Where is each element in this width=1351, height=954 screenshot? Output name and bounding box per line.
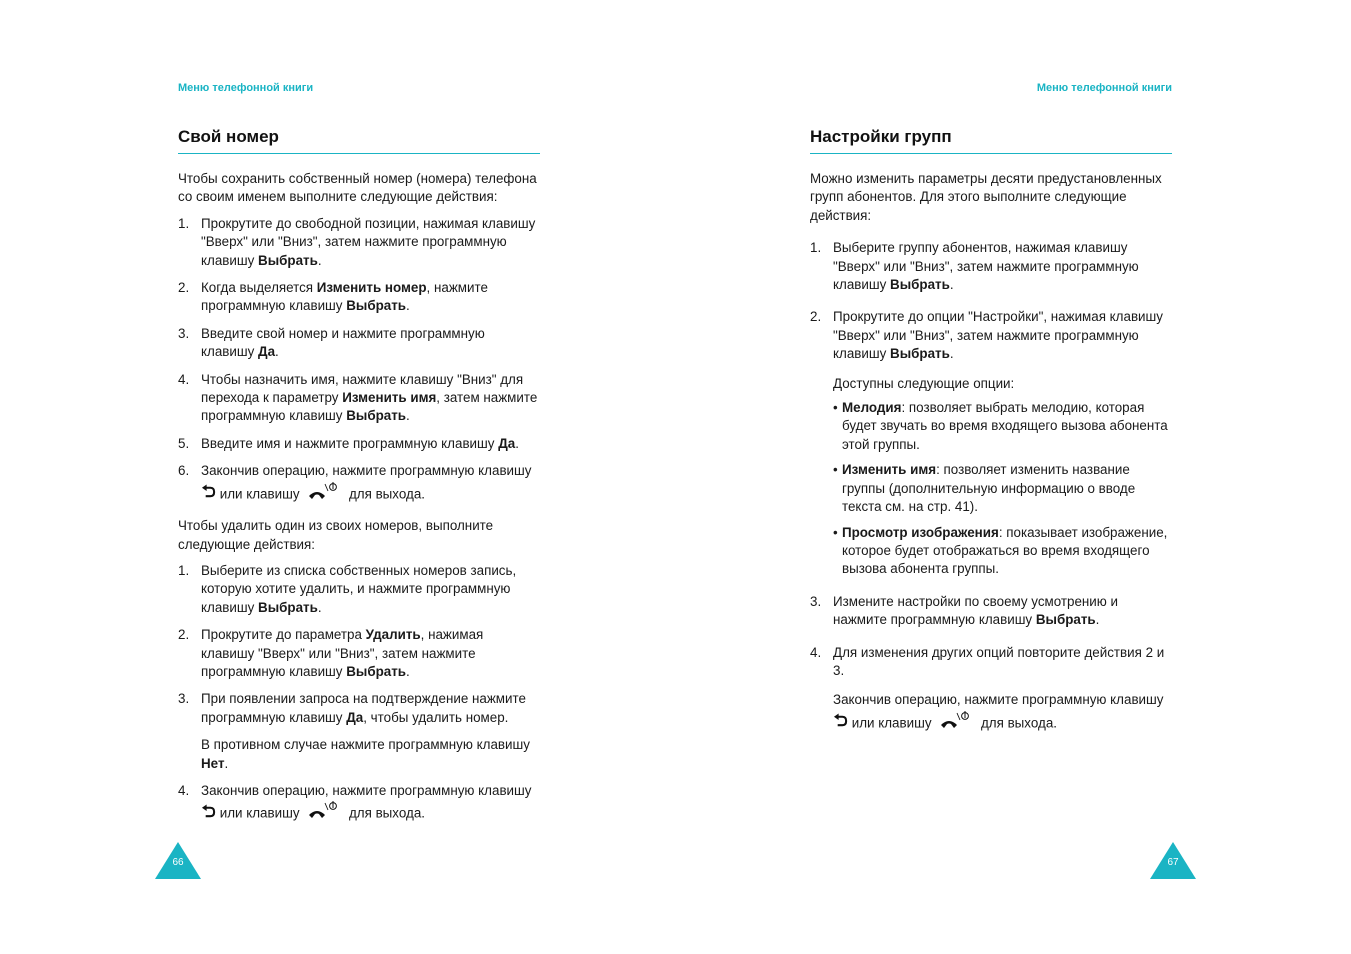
- list-item: [810, 593, 1172, 630]
- step-text: для выхода.: [977, 715, 1057, 730]
- step-text: , нажимая клавишу "Вверх" или "Вниз", затем нажмите программную клавишу: [201, 627, 484, 679]
- end-call-power-icon: [939, 710, 973, 737]
- running-header: Меню телефонной книги: [1036, 82, 1172, 94]
- step-number: 1.: [178, 562, 190, 578]
- option-item: [833, 461, 1172, 516]
- sub-paragraph: [833, 691, 1172, 737]
- step-text: .: [406, 408, 410, 424]
- option-name: Изменить имя: [842, 462, 937, 478]
- list-item: [178, 279, 540, 316]
- step-number: 3.: [178, 325, 190, 341]
- end-call-power-icon: [307, 800, 341, 827]
- bullet-marker: •: [833, 524, 838, 540]
- option-description: : позволяет изменить название группы (дополнительную информацию о вводе текста см. на стр. 41).: [842, 462, 1136, 515]
- bullet-marker: •: [833, 400, 838, 416]
- section-title: Свой номер: [178, 126, 540, 154]
- softkey-label: Выбрать: [346, 663, 407, 679]
- step-number: 1.: [810, 240, 822, 256]
- bullet-marker: •: [833, 462, 838, 478]
- step-text: Прокрутите до свободной позиции, нажимая клавишу "Вверх" или "Вниз", затем нажмите программную клавишу: [201, 215, 536, 268]
- softkey-label: Выбрать: [890, 277, 950, 293]
- step-text: или клавишу: [216, 805, 304, 821]
- softkey-label: Выбрать: [346, 298, 407, 314]
- list-item: [178, 626, 540, 681]
- page-number-tab: [155, 842, 201, 879]
- list-item: [178, 690, 540, 773]
- steps-list: [178, 215, 540, 508]
- section-body: [810, 170, 1172, 746]
- softkey-label: Выбрать: [258, 252, 318, 268]
- list-item: [178, 371, 540, 426]
- step-number: 6.: [178, 463, 190, 479]
- end-call-power-icon: [307, 481, 341, 508]
- step-text: Прокрутите до параметра: [201, 627, 366, 643]
- menu-option-label: Изменить номер: [316, 280, 427, 296]
- back-arrow-icon: [833, 713, 848, 733]
- menu-option-label: Удалить: [365, 627, 421, 643]
- step-number: 4.: [810, 644, 822, 660]
- step-number: 2.: [178, 280, 190, 296]
- left-page: [178, 0, 540, 954]
- step-number: 2.: [810, 309, 822, 325]
- section-title: Настройки групп: [810, 126, 1172, 154]
- step-text: .: [317, 252, 322, 268]
- step-number: 2.: [178, 627, 190, 643]
- list-item: [178, 325, 540, 362]
- right-page: [810, 0, 1172, 954]
- list-item: [810, 644, 1172, 738]
- step-text: или клавишу: [848, 715, 936, 730]
- softkey-label: Да: [258, 344, 276, 360]
- step-number: 4.: [178, 371, 190, 387]
- page-number: 67: [1167, 857, 1179, 868]
- intro-paragraph: Можно изменить параметры десяти предустановленных групп абонентов. Для этого выполните следующие действия:: [810, 171, 1162, 223]
- softkey-label: Выбрать: [1035, 612, 1096, 628]
- list-item: [178, 462, 540, 508]
- menu-option-label: Изменить имя: [342, 390, 437, 406]
- softkey-label: Да: [346, 709, 364, 725]
- option-name: Просмотр изображения: [842, 524, 999, 540]
- step-text: для выхода.: [345, 485, 425, 501]
- step-text: Введите свой номер и нажмите программную клавишу: [201, 325, 485, 360]
- step-text: .: [406, 298, 410, 314]
- step-number: 3.: [178, 691, 190, 707]
- step-text: Выберите группу абонентов, нажимая клавишу "Вверх" или "Вниз", затем нажмите программную клавишу: [833, 240, 1139, 293]
- list-item: [810, 308, 1172, 578]
- step-number: 4.: [178, 782, 190, 798]
- back-arrow-icon: [201, 484, 216, 504]
- list-item: [810, 239, 1172, 294]
- option-description: : показывает изображение, которое будет отображаться во время входящего вызова абонента группы.: [842, 524, 1168, 577]
- step-text: Чтобы назначить имя, нажмите клавишу "Вниз" для перехода к параметру: [201, 371, 524, 406]
- sub-paragraph: [201, 736, 540, 773]
- step-text: для выхода.: [345, 805, 425, 821]
- step-text: Выберите из списка собственных номеров запись, которую хотите удалить, и нажмите программную клавишу: [201, 562, 517, 615]
- option-item: [833, 524, 1172, 579]
- step-text: .: [515, 435, 519, 451]
- steps-list: [810, 239, 1172, 737]
- step-text: Прокрутите до опции "Настройки", нажимая клавишу "Вверх" или "Вниз", затем нажмите программную клавишу: [833, 309, 1163, 362]
- step-text: Закончив операцию, нажмите программную клавишу: [833, 692, 1164, 708]
- page-number: 66: [172, 857, 184, 868]
- softkey-label: Да: [498, 435, 516, 451]
- step-text: Закончив операцию, нажмите программную клавишу: [201, 463, 532, 479]
- list-item: [178, 215, 540, 270]
- step-text: .: [317, 599, 322, 615]
- step-text: .: [1095, 612, 1100, 628]
- step-text: Измените настройки по своему усмотрению и нажмите программную клавишу: [833, 593, 1119, 628]
- softkey-label: Выбрать: [890, 346, 950, 362]
- list-item: [178, 435, 540, 453]
- section-body: [178, 170, 540, 837]
- softkey-label: Выбрать: [258, 599, 318, 615]
- step-text: , чтобы удалить номер.: [363, 709, 509, 725]
- options-list: [833, 399, 1172, 579]
- back-arrow-icon: [201, 804, 216, 824]
- delete-intro-paragraph: Чтобы удалить один из своих номеров, выполните следующие действия:: [178, 518, 494, 552]
- delete-steps-list: [178, 562, 540, 828]
- step-text: Когда выделяется: [201, 280, 317, 296]
- option-item: [833, 399, 1172, 454]
- step-number: 1.: [178, 215, 190, 231]
- step-text: При появлении запроса на подтверждение нажмите программную клавишу: [201, 691, 526, 725]
- option-description: : позволяет выбрать мелодию, которая будет звучать во время входящего вызова абонента этой группы.: [842, 400, 1168, 452]
- step-number: 5.: [178, 435, 190, 451]
- step-text: Закончив операцию, нажмите программную клавишу: [201, 782, 532, 798]
- running-header: Меню телефонной книги: [178, 82, 314, 94]
- list-item: [178, 562, 540, 617]
- step-text: .: [949, 346, 954, 362]
- intro-paragraph: Чтобы сохранить собственный номер (номера) телефона со своим именем выполните следующие действия:: [178, 171, 537, 205]
- list-item: [178, 782, 540, 828]
- step-number: 3.: [810, 593, 822, 609]
- option-name: Мелодия: [842, 400, 902, 416]
- step-text: .: [224, 755, 229, 771]
- step-text: В противном случае нажмите программную клавишу: [201, 737, 530, 753]
- step-text: Введите имя и нажмите программную клавишу: [201, 435, 499, 451]
- step-text: , затем нажмите программную клавишу: [201, 390, 538, 424]
- step-text: .: [275, 344, 279, 360]
- page-number-tab: [1150, 842, 1196, 879]
- softkey-label: Выбрать: [346, 408, 407, 424]
- sub-paragraph: Доступны следующие опции:: [833, 375, 1015, 391]
- step-text: .: [406, 663, 410, 679]
- step-text: или клавишу: [216, 485, 304, 501]
- softkey-label: Нет: [201, 755, 225, 771]
- step-text: , нажмите программную клавишу: [201, 280, 488, 314]
- step-text: Для изменения других опций повторите действия 2 и 3.: [833, 644, 1165, 678]
- step-text: .: [949, 277, 954, 293]
